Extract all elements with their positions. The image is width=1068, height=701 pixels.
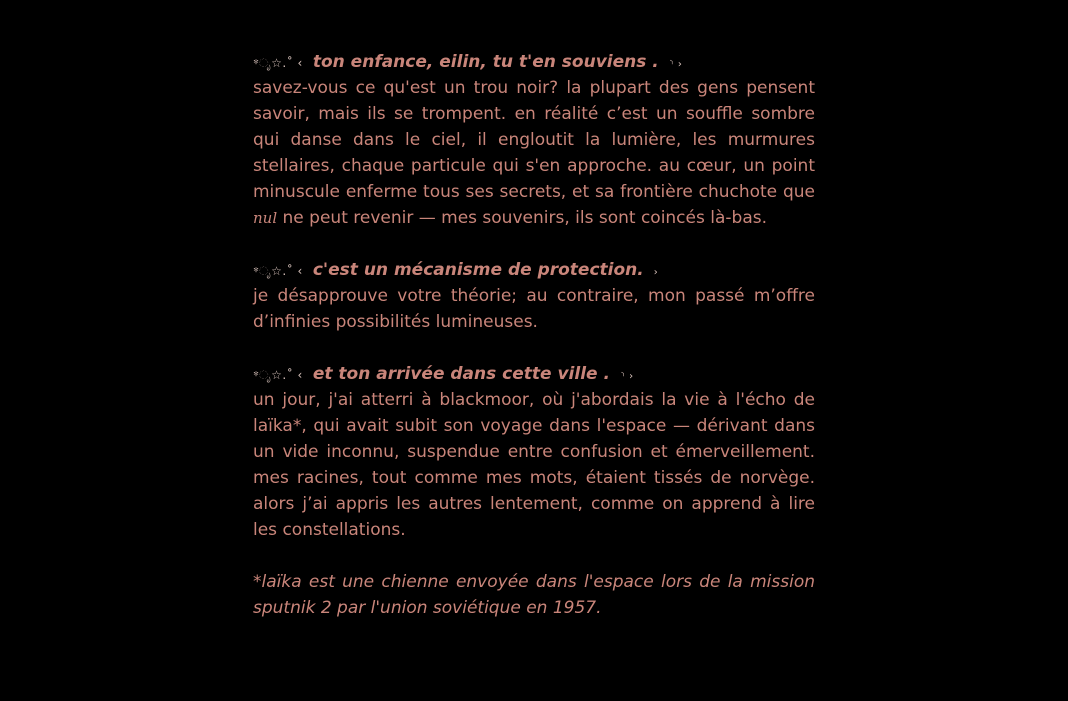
section-title: ton enfance, eilin, tu t'en souviens . xyxy=(312,52,659,72)
body-text-part: ne peut revenir — mes souvenirs, ils sont coincés là-bas. xyxy=(277,208,767,228)
bracket-decoration-icon: ⸃ › xyxy=(668,59,683,70)
section-heading xyxy=(253,257,815,283)
section-body: je désapprouve votre théorie; au contraire, mon passé m’offre d’infinies possibilités lumineuses. xyxy=(253,286,815,332)
section-heading xyxy=(253,361,815,387)
section-childhood xyxy=(253,49,815,231)
section-title: et ton arrivée dans cette ville . xyxy=(312,364,610,384)
bracket-decoration-icon: › xyxy=(653,267,659,278)
sparkle-decoration-icon: *ೃ☆.˚ ‹ xyxy=(253,264,303,278)
body-text-part: savez-vous ce qu'est un trou noir? la plupart des gens pensent savoir, mais ils se trompent. en réalité c’est un souffle sombre qui danse dans le ciel, il engloutit la lumière, les murmures stellaires, chaque particule qui s'en approche. au cœur, un point minuscule enferme tous ses secrets, et sa frontière chuchote que xyxy=(253,78,815,202)
section-arrival xyxy=(253,361,815,543)
body-emphasis: nul xyxy=(253,209,278,227)
section-body xyxy=(253,75,815,231)
section-heading xyxy=(253,49,815,75)
sparkle-decoration-icon: *ೃ☆.˚ ‹ xyxy=(253,368,303,382)
bracket-decoration-icon: ⸃ › xyxy=(619,371,634,382)
text-document xyxy=(253,49,815,621)
section-protection xyxy=(253,257,815,335)
footnote: *laïka est une chienne envoyée dans l'espace lors de la mission sputnik 2 par l'union soviétique en 1957. xyxy=(253,572,815,618)
section-body: un jour, j'ai atterri à blackmoor, où j'abordais la vie à l'écho de laïka*, qui avait subit son voyage dans l'espace — dérivant dans un vide inconnu, suspendue entre confusion et émerveillement. mes racines, tout comme mes mots, étaient tissés de norvège. alors j’ai appris les autres lentement, comme on apprend à lire les constellations. xyxy=(253,390,815,540)
sparkle-decoration-icon: *ೃ☆.˚ ‹ xyxy=(253,56,303,70)
section-title: c'est un mécanisme de protection. xyxy=(312,260,644,280)
